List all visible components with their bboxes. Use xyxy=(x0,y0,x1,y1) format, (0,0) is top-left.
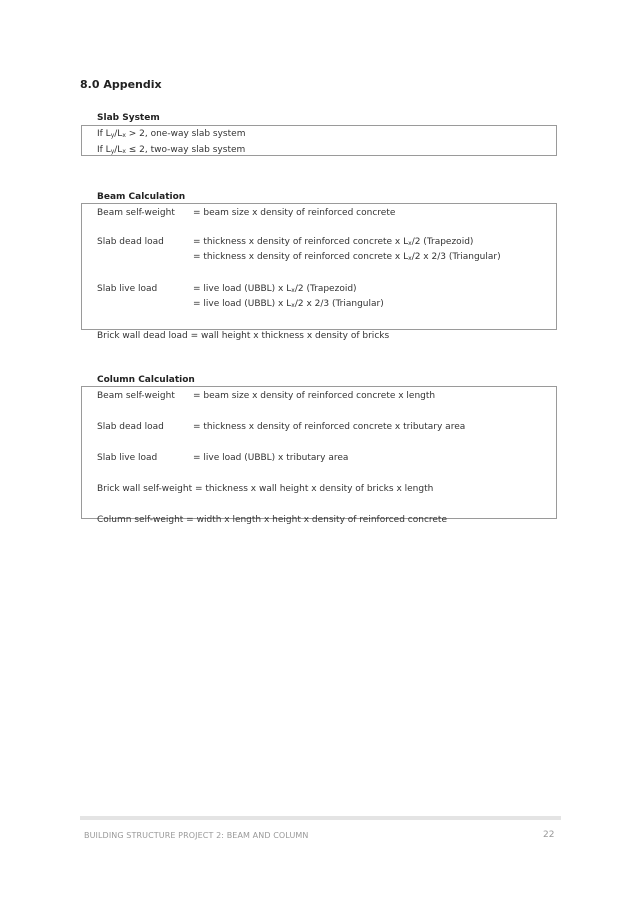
column-beam-self-weight-label: Beam self-weight xyxy=(97,391,175,401)
page-title: 8.0 Appendix xyxy=(80,78,162,91)
column-self-weight-line: Column self-weight = width x length x height x density of reinforced concrete xyxy=(97,515,447,525)
beam-slab-live-eq2: = live load (UBBL) x $L_x/2$ x 2/3 (Triangular) xyxy=(193,299,384,309)
beam-slab-dead-eq2: = thickness x density of reinforced concrete x $L_x/2$ x 2/3 (Triangular) xyxy=(193,252,501,262)
column-slab-dead-label: Slab dead load xyxy=(97,422,164,432)
beam-calculation-box xyxy=(81,203,557,330)
slab-rule-two-way: If $L_y/L_x \le 2$, two-way slab system xyxy=(97,145,246,155)
footer-bar xyxy=(80,816,561,820)
beam-slab-dead-label: Slab dead load xyxy=(97,237,164,247)
beam-brick-wall-line: Brick wall dead load = wall height x thickness x density of bricks xyxy=(97,331,390,341)
beam-slab-live-eq1: = live load (UBBL) x $L_x/2$ (Trapezoid) xyxy=(193,284,357,294)
column-calculation-heading: Column Calculation xyxy=(97,375,195,385)
beam-calculation-heading: Beam Calculation xyxy=(97,192,186,202)
page-number: 22 xyxy=(543,830,555,840)
slab-system-heading: Slab System xyxy=(97,113,160,123)
column-beam-self-weight-eq: = beam size x density of reinforced concrete x length xyxy=(193,391,436,401)
column-slab-dead-eq: = thickness x density of reinforced concrete x tributary area xyxy=(193,422,466,432)
beam-slab-dead-eq1: = thickness x density of reinforced concrete x $L_x/2$ (Trapezoid) xyxy=(193,237,474,247)
beam-slab-live-label: Slab live load xyxy=(97,284,158,294)
footer-text: BUILDING STRUCTURE PROJECT 2: BEAM AND COLUMN xyxy=(84,831,309,840)
beam-self-weight-eq: = beam size x density of reinforced concrete xyxy=(193,208,396,218)
column-brick-wall-line: Brick wall self-weight = thickness x wall height x density of bricks x length xyxy=(97,484,434,494)
slab-rule-one-way: If $L_y/L_x > 2$, one-way slab system xyxy=(97,129,246,139)
beam-self-weight-label: Beam self-weight xyxy=(97,208,175,218)
column-slab-live-label: Slab live load xyxy=(97,453,158,463)
column-slab-live-eq: = live load (UBBL) x tributary area xyxy=(193,453,349,463)
